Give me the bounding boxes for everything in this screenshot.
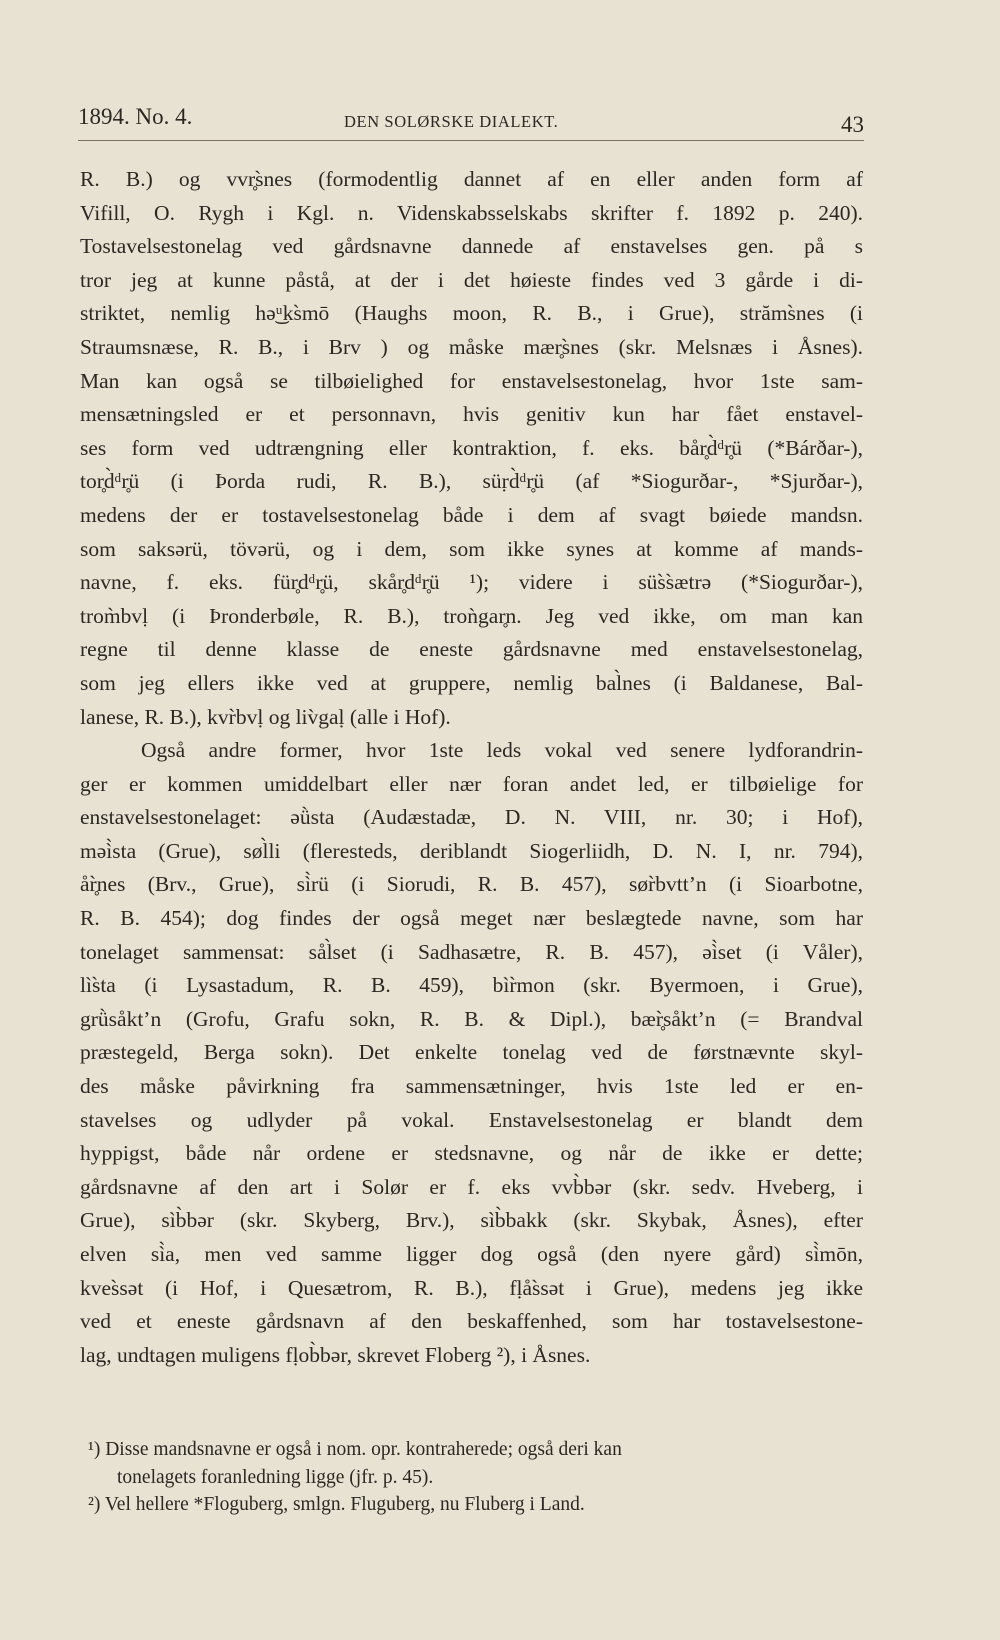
body-line: navne, f. eks. für̥dᵈr̥ü, skår̥dᵈr̥ü ¹); videre i süs̀s̀ætrə (*Siogurðar-),: [80, 570, 863, 595]
body-line: som saksərü, tövərü, og i dem, som ikke synes at komme af mands-: [80, 536, 863, 561]
body-line: lanese, R. B.), kvr̀bvḷ og liv̀gaḷ (alle i Hof).: [80, 704, 451, 729]
body-line: medens der er tostavelsestonelag både i dem af svagt bøiede mandsn.: [80, 502, 863, 527]
body-line: ger er kommen umiddelbart eller nær foran andet led, er tilbøielige for: [80, 771, 863, 796]
body-line: lìs̀ta (i Lysastadum, R. B. 459), bìr̀mon (skr. Byermoen, i Grue),: [80, 973, 863, 998]
body-line: som jeg ellers ikke ved at gruppere, nemlig bal̀nes (i Baldanese, Bal-: [80, 670, 863, 695]
footnote-1-continuation: tonelagets foranledning ligge (jfr. p. 45).: [117, 1466, 434, 1488]
footnote-marker: ²): [88, 1494, 101, 1515]
footnote-text: Vel hellere *Floguberg, smlgn. Fluguberg, nu Fluberg i Land.: [104, 1494, 585, 1515]
running-header: [78, 100, 864, 141]
body-line: R. B.) og vvr̥s̀nes (formodentlig dannet af en eller anden form af: [80, 167, 863, 191]
body-line: trom̀bvḷ (i Þronderbøle, R. B.), troǹgar̥n. Jeg ved ikke, om man kan: [80, 603, 863, 628]
body-line: elven sì̀a, men ved samme ligger dog også (den nyere gård) sì̀mōn,: [80, 1242, 863, 1266]
body-line: mensætningsled er et personnavn, hvis genitiv kun har fået enstavel-: [80, 402, 863, 427]
footnote-text: Disse mandsnavne er også i nom. opr. kontraherede; også deri kan: [105, 1439, 622, 1460]
body-line: lag, undtagen muligens fḷob̀bər, skrevet Floberg ²), i Åsnes.: [80, 1342, 591, 1367]
body-line: år̥̀nes (Brv., Grue), sì̀rü (i Siorudi, R. B. 457), sør̀bvtt’n (i Sioarbotne,: [80, 872, 863, 897]
body-line: grǜsåkt’n (Grofu, Grafu sokn, R. B. & Dipl.), bær̥̀såkt’n (= Brandval: [80, 1006, 863, 1031]
body-line: Også andre former, hvor 1ste leds vokal ved senere lydforandrin-: [141, 738, 863, 763]
body-text: [80, 163, 863, 1372]
body-line: des måske påvirkning fra sammensætninger, hvis 1ste led er en-: [80, 1074, 863, 1099]
body-line: tror jeg at kunne påstå, at der i det høieste findes ved 3 gårde i di-: [80, 267, 863, 292]
footnote-1: [88, 1436, 863, 1464]
footnote-2: [88, 1491, 863, 1519]
footnotes: [88, 1436, 863, 1519]
body-line: ses form ved udtrængning eller kontraktion, f. eks. bår̥d̀ᵈr̥ü (*Bárðar-),: [80, 435, 863, 460]
body-line: regne til denne klasse de eneste gårdsnavne med enstavelsestonelag,: [80, 637, 863, 662]
body-line: Man kan også se tilbøielighed for enstavelsestonelag, hvor 1ste sam-: [80, 368, 863, 393]
header-issue: 1894. No. 4.: [78, 104, 193, 129]
body-line: ved et eneste gårdsnavn af den beskaffenhed, som har tostavelsestone-: [80, 1309, 863, 1334]
body-line: tonelaget sammensat: sål̀set (i Sadhasætre, R. B. 457), əì̀set (i Våler),: [80, 939, 863, 964]
body-line: gårdsnavne af den art i Solør er f. eks vvb̀bər (skr. sedv. Hveberg, i: [80, 1174, 863, 1199]
body-line: R. B. 454); dog findes der også meget nær beslægtede navne, som har: [80, 906, 863, 931]
body-line: Vifill, O. Rygh i Kgl. n. Videnskabsselskabs skrifter f. 1892 p. 240).: [80, 200, 863, 225]
body-line: stavelses og udlyder på vokal. Enstavelsestonelag er blandt dem: [80, 1107, 863, 1132]
body-line: præstegeld, Berga sokn). Det enkelte tonelag ved de førstnævnte skyl-: [80, 1040, 863, 1065]
footnote-marker: ¹): [88, 1439, 101, 1460]
body-line: enstavelsestonelaget: əǜsta (Audæstadæ, D. N. VIII, nr. 30; i Hof),: [80, 805, 863, 830]
body-line: Tostavelsestonelag ved gårdsnavne dannede af enstavelses gen. på s: [80, 234, 863, 259]
body-line: tor̥d̀ᵈr̥ü (i Þorda rudi, R. B.), süṛd̀ᵈr̥ü (af *Siogurðar-, *Sjurðar-),: [80, 469, 863, 494]
page-number: 43: [841, 112, 864, 137]
body-line: kves̀sət (i Hof, i Quesætrom, R. B.), fḷås̀sət i Grue), medens jeg ikke: [80, 1275, 863, 1300]
body-line: Grue), sìb̀bər (skr. Skyberg, Brv.), sìb̀bakk (skr. Skybak, Åsnes), efter: [80, 1208, 863, 1233]
body-line: Straumsnæse, R. B., i Brv ) og måske mær̥s̀nes (skr. Melsnæs i Åsnes).: [80, 334, 863, 359]
body-line: hyppigst, både når ordene er stedsnavne, og når de ikke er dette;: [80, 1141, 863, 1166]
header-title: DEN SOLØRSKE DIALEKT.: [344, 112, 559, 131]
body-line: məì̀sta (Grue), søl̀li (fleresteds, deriblandt Siogerliidh, D. N. I, nr. 794),: [80, 838, 863, 863]
body-line: striktet, nemlig hə͜ᵘks̀mō (Haughs moon, R. B., i Grue), străms̀nes (i: [80, 301, 863, 326]
